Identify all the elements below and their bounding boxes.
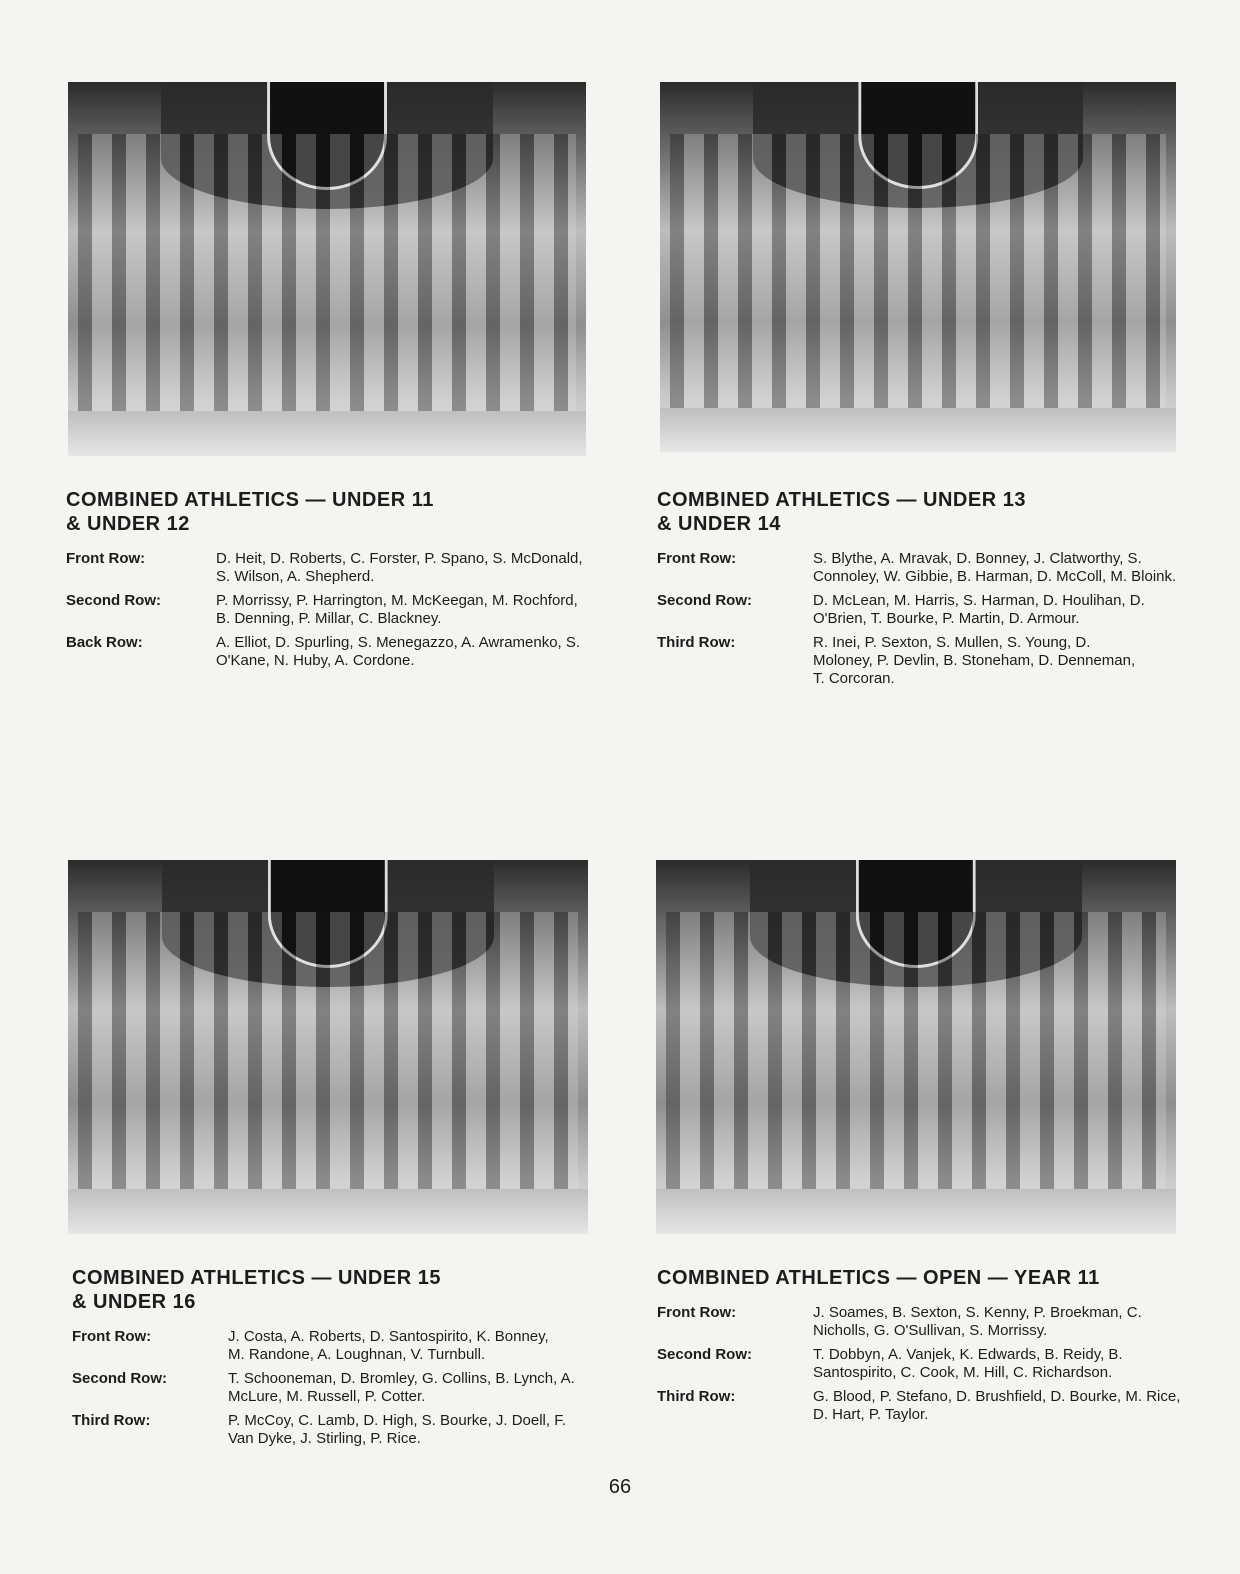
front-row — [72, 1328, 602, 1364]
row-label: Third Row: — [657, 1388, 736, 1405]
title-line-2: & UNDER 16 — [72, 1291, 196, 1313]
caption-under-15-16 — [72, 1266, 602, 1454]
row-names: A. Elliot, D. Spurling, S. Menegazzo, A. Awramenko, S. O'Kane, N. Huby, A. Cordone. — [216, 634, 581, 669]
row-label: Third Row: — [657, 634, 736, 651]
team-photo-under-11-12 — [68, 82, 586, 456]
floor — [656, 1189, 1176, 1234]
row-names: D. McLean, M. Harris, S. Harman, D. Houlihan, D. O'Brien, T. Bourke, P. Martin, D. Armour. — [813, 592, 1145, 627]
team-members — [670, 134, 1165, 430]
second-row — [72, 1370, 602, 1406]
row-label: Second Row: — [657, 1346, 753, 1363]
title-line-1: COMBINED ATHLETICS — OPEN — YEAR 11 — [657, 1267, 1100, 1289]
page-number: 66 — [608, 1476, 632, 1498]
section-title — [657, 488, 1187, 536]
section-title — [72, 1266, 602, 1314]
row-label: Back Row: — [66, 634, 143, 651]
title-line-1: COMBINED ATHLETICS — UNDER 11 — [66, 489, 434, 511]
second-row — [657, 1346, 1197, 1382]
row-names: S. Blythe, A. Mravak, D. Bonney, J. Clatworthy, S. Connoley, W. Gibbie, B. Harman, D. McColl, M. Bloink. — [813, 550, 1177, 585]
front-row — [657, 1304, 1197, 1340]
floor — [68, 411, 586, 456]
caption-under-13-14 — [657, 488, 1187, 694]
row-names: P. McCoy, C. Lamb, D. High, S. Bourke, J. Doell, F. Van Dyke, J. Stirling, P. Rice. — [228, 1412, 566, 1447]
team-photo-open-year-11 — [656, 860, 1176, 1234]
row-names: G. Blood, P. Stefano, D. Brushfield, D. Bourke, M. Rice, D. Hart, P. Taylor. — [813, 1388, 1181, 1423]
title-line-1: COMBINED ATHLETICS — UNDER 13 — [657, 489, 1026, 511]
row-names: R. Inei, P. Sexton, S. Mullen, S. Young, D. Moloney, P. Devlin, B. Stoneham, D. Denneman, T. Corcoran. — [813, 634, 1136, 687]
section-title — [657, 1266, 1197, 1290]
row-label: Second Row: — [72, 1370, 168, 1387]
row-label: Front Row: — [66, 550, 146, 567]
row-label: Front Row: — [72, 1328, 152, 1345]
title-line-2: & UNDER 14 — [657, 513, 781, 535]
team-members — [666, 912, 1165, 1211]
third-row — [72, 1412, 602, 1448]
team-members — [78, 912, 577, 1211]
floor — [660, 408, 1176, 452]
row-names: J. Soames, B. Sexton, S. Kenny, P. Broekman, C. Nicholls, G. O'Sullivan, S. Morrissy. — [813, 1304, 1142, 1339]
team-photo-under-15-16 — [68, 860, 588, 1234]
row-label: Front Row: — [657, 550, 737, 567]
third-row — [657, 634, 1187, 688]
title-line-1: COMBINED ATHLETICS — UNDER 15 — [72, 1267, 441, 1289]
second-row — [657, 592, 1187, 628]
third-row — [657, 1388, 1197, 1424]
back-row — [66, 634, 596, 670]
front-row — [66, 550, 596, 586]
row-label: Second Row: — [657, 592, 753, 609]
row-names: T. Dobbyn, A. Vanjek, K. Edwards, B. Reidy, B. Santospirito, C. Cook, M. Hill, C. Richardson. — [813, 1346, 1123, 1381]
front-row — [657, 550, 1187, 586]
row-label: Third Row: — [72, 1412, 151, 1429]
section-title — [66, 488, 596, 536]
row-names: T. Schooneman, D. Bromley, G. Collins, B. Lynch, A. McLure, M. Russell, P. Cotter. — [228, 1370, 575, 1405]
row-names: P. Morrissy, P. Harrington, M. McKeegan, M. Rochford, B. Denning, P. Millar, C. Blackney. — [216, 592, 578, 627]
row-label: Front Row: — [657, 1304, 737, 1321]
caption-under-11-12 — [66, 488, 596, 676]
title-line-2: & UNDER 12 — [66, 513, 190, 535]
row-names: J. Costa, A. Roberts, D. Santospirito, K. Bonney, M. Randone, A. Loughnan, V. Turnbull. — [228, 1328, 549, 1363]
second-row — [66, 592, 596, 628]
floor — [68, 1189, 588, 1234]
row-label: Second Row: — [66, 592, 162, 609]
row-names: D. Heit, D. Roberts, C. Forster, P. Spano, S. McDonald, S. Wilson, A. Shepherd. — [216, 550, 583, 585]
caption-open-year-11 — [657, 1266, 1197, 1430]
team-photo-under-13-14 — [660, 82, 1176, 452]
team-members — [78, 134, 575, 433]
